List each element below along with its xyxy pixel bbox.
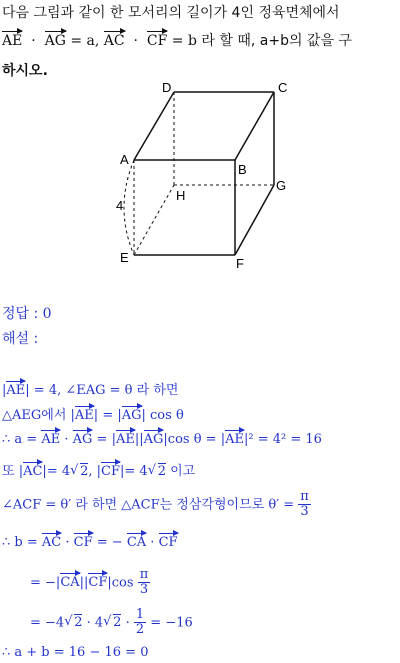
explanation-text: ∠ACF = θ′ 라 하면 △ACF는 정삼각형이므로 θ′ =: [2, 497, 295, 513]
problem-tail: 라 할 때, a+b의 값을 구: [201, 33, 352, 49]
explanation-text: · 4: [86, 615, 104, 631]
fraction-denominator: 3: [139, 582, 149, 598]
label-d: D: [162, 80, 172, 95]
explanation-line-7: = −|CA||CF|cos $\frac{\pi}{3}$: [30, 567, 149, 598]
fraction-denominator: 2: [135, 622, 145, 638]
explanation-line-3: ∴ a = AE · AG = |AE||AG|cos θ = |AE|² = 4² = 16: [2, 432, 322, 447]
explanation-text: cos: [111, 575, 134, 591]
sqrt: [103, 615, 121, 630]
vector-ac: AC: [23, 464, 43, 479]
cube-figure: [110, 78, 300, 268]
explanation-text: = 4: [124, 464, 148, 479]
fraction: [298, 490, 311, 520]
explanation-line-9: ∴ a + b = 16 − 16 = 0: [2, 645, 149, 660]
vector-ac: AC: [103, 33, 125, 49]
label-edge-length: 4: [116, 198, 124, 213]
explanation-text: = 4: [46, 464, 71, 479]
vector-cf: CF: [101, 464, 121, 479]
vector-ae: AE: [115, 432, 135, 447]
explanation-text: ·: [125, 615, 130, 631]
fraction: [134, 608, 146, 638]
edge-ad: [134, 92, 174, 160]
explanation-text: 이고: [170, 464, 196, 479]
label-a: A: [120, 152, 129, 167]
label-e: E: [120, 250, 129, 265]
vector-ae: AE: [74, 408, 94, 423]
vector-ag: AG: [143, 432, 164, 447]
explanation-text: △AEG에서: [2, 408, 67, 423]
fraction: [138, 568, 151, 598]
explanation-text: =: [102, 408, 114, 423]
vector-cf: CF: [88, 575, 108, 591]
edge-bc: [235, 92, 274, 160]
sqrt-radicand: 2: [74, 615, 83, 631]
problem-line-3: 하시오.: [2, 63, 48, 79]
label-c: C: [278, 80, 288, 95]
explanation-line-1: |AE| = 4, ∠EAG = θ 라 하면: [2, 383, 179, 398]
edge-eh: [134, 185, 174, 255]
answer-label: 정답 :: [2, 306, 39, 322]
explanation-line-6: ∴ b = AC · CF = − CA · CF: [2, 535, 178, 550]
fraction-numerator: π: [139, 567, 149, 582]
vector-ae: AE: [225, 432, 244, 447]
vector-ac: AC: [41, 535, 62, 550]
label-g: G: [276, 178, 287, 193]
vector-ag: AG: [121, 408, 142, 423]
fraction-denominator: 3: [300, 504, 309, 520]
edge-length-arc: [124, 160, 134, 255]
sqrt: [70, 464, 88, 479]
explanation-text: 또: [2, 464, 15, 479]
explanation-line-4: 또 |AC|= 4√ 2, |CF|= 4√ 2 이고: [2, 460, 195, 479]
vector-ae: AE: [41, 432, 61, 447]
vector-ag: AG: [72, 432, 93, 447]
sqrt-radicand: 2: [113, 615, 122, 631]
vector-cf: CF: [158, 535, 178, 550]
equals-a: = a,: [70, 33, 100, 49]
explanation-text: cos θ: [150, 408, 184, 423]
answer-line: [2, 303, 52, 323]
explanation-text: cos θ =: [167, 432, 217, 447]
edge-fg: [235, 185, 274, 255]
vector-ae: AE: [6, 383, 26, 398]
sqrt: [64, 615, 82, 630]
explanation-text: = −16: [150, 615, 193, 631]
label-h: H: [176, 188, 186, 203]
sqrt-radicand: 2: [157, 464, 166, 479]
vector-cf: CF: [146, 33, 168, 49]
explanation-text: =: [96, 432, 108, 447]
problem-line-1: 다음 그림과 같이 한 모서리의 길이가 4인 정육면체에서: [2, 5, 340, 21]
sqrt-radicand: 2: [80, 464, 89, 479]
fraction-numerator: π: [300, 489, 309, 504]
explanation-line-2: △AEG에서 |AE| = |AG| cos θ: [2, 408, 184, 423]
explanation-line-5: [2, 490, 311, 520]
problem-line-2: AE · AG = a, AC · CF = b 라 할 때, a+b의 값을 구: [2, 33, 352, 49]
vector-cf: CF: [73, 535, 93, 550]
vector-ae: AE: [2, 33, 23, 49]
label-f: F: [236, 256, 244, 268]
explanation-text: ² = 4² = 16: [248, 432, 322, 447]
fraction-numerator: 1: [135, 607, 145, 622]
explanation-text: ∴ b =: [2, 535, 38, 550]
sqrt: [148, 464, 166, 479]
explanation-text: = −4: [30, 615, 65, 631]
vector-ca: CA: [60, 575, 80, 591]
explanation-text: = −: [96, 535, 123, 550]
vector-ag: AG: [44, 33, 66, 49]
equals-b: = b: [171, 33, 197, 49]
vector-ca: CA: [126, 535, 147, 550]
answer-value: 0: [42, 306, 52, 322]
explanation-text: = −: [30, 575, 56, 591]
explanation-line-8: [30, 608, 193, 638]
explanation-text: ∴ a =: [2, 432, 38, 447]
explanation-label: 해설 :: [2, 331, 39, 347]
label-b: B: [238, 162, 247, 177]
explanation-text: = 4, ∠EAG = θ 라 하면: [33, 383, 179, 398]
